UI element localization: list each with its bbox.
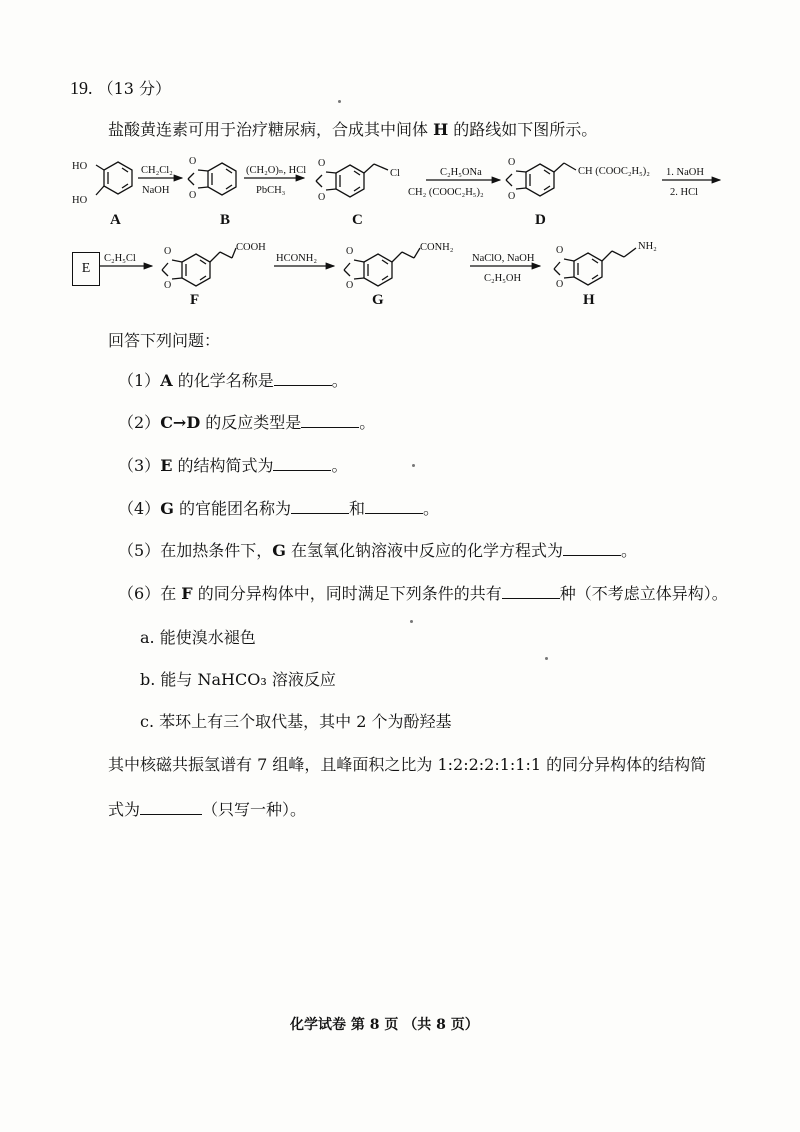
compound-h-substituent: NH₂ (638, 241, 657, 252)
ring-o-f1: O (164, 246, 172, 257)
compound-g-structure (344, 248, 420, 286)
compound-g-substituent: CONH₂ (420, 242, 454, 253)
ring-o-g1: O (346, 246, 354, 257)
arrow-2-above: (CH₂O)ₙ, HCl (246, 165, 307, 176)
part-5: （5）在加热条件下，G 在氢氧化钠溶液中反应的化学方程式为 。 (118, 541, 637, 560)
arrow-4-above: 1. NaOH (666, 167, 704, 178)
scan-speck (338, 100, 341, 103)
arrow-7-above: NaClO, NaOH (472, 253, 535, 264)
question-points: （13 分） (97, 79, 172, 98)
compound-c-substituent: Cl (390, 168, 400, 179)
scan-speck (410, 620, 413, 623)
ring-o-h1: O (556, 245, 564, 256)
compound-a-structure (96, 162, 132, 195)
part-2: （2）C→D 的反应类型是 。 (118, 413, 376, 432)
label-d: D (535, 212, 546, 228)
label-f: F (190, 292, 200, 308)
scan-speck (412, 464, 415, 467)
compound-f-substituent: COOH (236, 242, 266, 253)
arrow-6-above: HCONH₂ (276, 253, 317, 264)
answer-blank-1[interactable] (274, 371, 332, 386)
synthesis-scheme (0, 0, 800, 320)
compound-a-ho-1: HO (72, 161, 88, 172)
condition-b: b. 能与 NaHCO₃ 溶液反应 (140, 670, 336, 689)
part-3: （3）E 的结构简式为 。 (118, 456, 348, 475)
answer-blank-3[interactable] (273, 456, 331, 471)
part-4: （4）G 的官能团名称为 和 。 (118, 499, 439, 518)
ring-o-b1: O (189, 156, 197, 167)
compound-d-substituent: CH (COOC₂H₅)₂ (578, 166, 650, 177)
label-a: A (110, 212, 121, 228)
label-h: H (583, 292, 595, 308)
page-footer: 化学试卷 第 8 页 （共 8 页） (290, 1017, 479, 1033)
question-intro: 盐酸黄连素可用于治疗糖尿病，合成其中间体 H 的路线如下图所示。 (108, 120, 598, 139)
scan-speck (545, 657, 548, 660)
question-number: 19. (70, 78, 93, 98)
ring-o-d2: O (508, 191, 516, 202)
ring-o-g2: O (346, 280, 354, 291)
answer-prompt: 回答下列问题： (108, 331, 221, 350)
compound-a-ho-2: HO (72, 195, 88, 206)
arrow-2-below: PbCH₃ (256, 185, 286, 196)
compound-e-box: E (72, 252, 100, 286)
ring-o-d1: O (508, 157, 516, 168)
arrow-4-below: 2. HCl (670, 187, 699, 198)
arrow-7-below: C₂H₅OH (484, 273, 522, 284)
condition-a: a. 能使溴水褪色 (140, 628, 256, 647)
compound-f-structure (162, 248, 236, 286)
arrow-1-below: NaOH (142, 185, 170, 196)
label-g: G (372, 292, 384, 308)
answer-blank-7[interactable] (140, 800, 202, 815)
compound-h-structure (554, 248, 636, 285)
answer-blank-4a[interactable] (291, 499, 349, 514)
part-6: （6）在 F 的同分异构体中，同时满足下列条件的共有 种（不考虑立体异构）。 (118, 584, 728, 603)
part-1: （1）A 的化学名称是 。 (118, 371, 348, 390)
ring-o-c2: O (318, 192, 326, 203)
nmr-line-2: 式为 （只写一种）。 (108, 800, 307, 819)
nmr-line-1: 其中核磁共振氢谱有 7 组峰，且峰面积之比为 1:2:2:2:1:1:1 的同分异构体的结构简 (108, 755, 707, 774)
arrow-3-above: C₂H₅ONa (440, 167, 482, 178)
answer-blank-5[interactable] (563, 541, 621, 556)
ring-o-f2: O (164, 280, 172, 291)
condition-c: c. 苯环上有三个取代基，其中 2 个为酚羟基 (140, 712, 452, 731)
ring-o-b2: O (189, 190, 197, 201)
compound-c-structure (316, 164, 388, 197)
label-b: B (220, 212, 231, 228)
ring-o-c1: O (318, 158, 326, 169)
arrow-3-below: CH₂ (COOC₂H₅)₂ (408, 187, 484, 198)
answer-blank-4b[interactable] (365, 499, 423, 514)
arrow-1-above: CH₂Cl₂ (141, 165, 173, 176)
ring-o-h2: O (556, 279, 564, 290)
label-c: C (352, 212, 363, 228)
compound-d-structure (506, 163, 576, 196)
answer-blank-2[interactable] (301, 413, 359, 428)
arrow-5-above: C₂H₅Cl (104, 253, 136, 264)
answer-blank-6[interactable] (502, 584, 560, 599)
